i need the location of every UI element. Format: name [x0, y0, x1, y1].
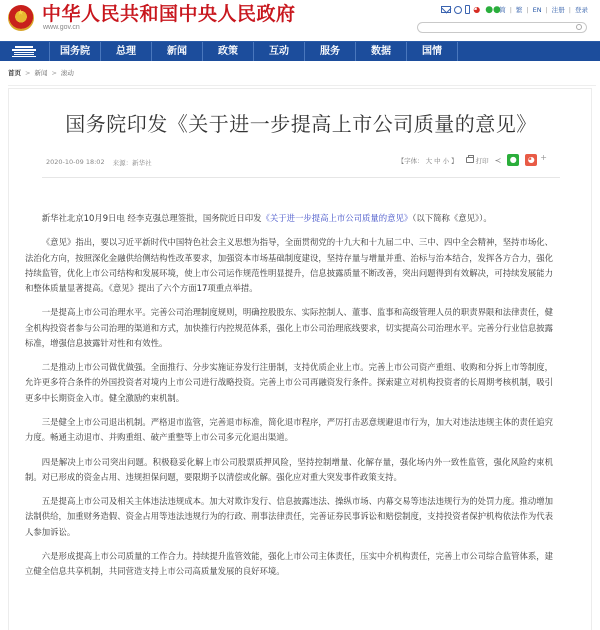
nav-home-button[interactable]: [0, 42, 50, 61]
register-link[interactable]: 注册: [551, 6, 565, 14]
wechat-icon[interactable]: ●●: [485, 4, 501, 15]
breadcrumb-separator: >: [25, 68, 31, 77]
source: [113, 158, 152, 167]
paragraph: [25, 211, 553, 226]
top-tools: [441, 5, 588, 14]
nav-item-premier[interactable]: 总理: [101, 42, 152, 61]
paragraph: 六是形成提高上市公司质量的工作合力。持续提升监管效能，强化上市公司主体责任，压实中介机构责任，完善上市公司综合监管体系，建立健全信息共享机制，共同营造支持上市公司高质量发展的良好环境。: [25, 550, 553, 577]
weibo-share-button[interactable]: ◕: [525, 154, 537, 166]
separator: |: [568, 5, 571, 14]
breadcrumb-news[interactable]: 新闻: [34, 69, 48, 77]
search-icon[interactable]: [576, 24, 582, 30]
nav-item-state-council[interactable]: 国务院: [50, 42, 101, 61]
site-title[interactable]: 中华人民共和国中央人民政府: [42, 3, 296, 25]
document-link[interactable]: 《关于进一步提高上市公司质量的意见》: [261, 213, 413, 223]
article-body: [25, 211, 553, 589]
article-card: [8, 88, 592, 630]
font-small-button[interactable]: 小: [442, 156, 450, 165]
login-link[interactable]: 登录: [575, 6, 588, 14]
separator: |: [545, 5, 548, 14]
paragraph-text: 新华社北京10月9日电 经李克强总理签批，国务院近日印发: [41, 213, 262, 223]
nav-item-services[interactable]: 服务: [305, 42, 356, 61]
font-size-control: [398, 156, 460, 165]
site-url: www.gov.cn: [43, 24, 80, 31]
paragraph: 《意见》指出，要以习近平新时代中国特色社会主义思想为指导，全面贯彻党的十九大和十九届二中、三中、四中全会精神，坚持市场化、法治化方向，按照深化金融供给侧结构性改革要求，加强资本市场基础制度建设，坚持存量与增量并重、治标与治本结合，发挥各方合力，强化持续监管，优化上市公司结构和发展环境，使上市公司运作规范性明显提升，信息披露质量不断改善，突出问题得到有效解决，可持续发展能力和整体质量显著提高。《意见》提出了六个方面17项重点举措。: [25, 237, 553, 293]
paragraph: 一是提高上市公司治理水平。完善公司治理制度规则，明确控股股东、实际控制人、董事、监事和高级管理人员的职责界限和法律责任，健全机构投资者参与公司治理的渠道和方式，加快推行内控规范体系，强化上市公司治理底线要求，切实提高公司治理水平。完善分行业信息披露标准，增强信息披露针对性和有效性。: [25, 307, 553, 348]
breadcrumb-rolling[interactable]: 滚动: [60, 69, 74, 77]
font-size-label: 【字体：: [397, 156, 424, 165]
paragraph-text: （以下简称《意见》）。: [412, 213, 492, 223]
search-input[interactable]: [417, 22, 587, 33]
site-header: [0, 0, 600, 38]
article-meta: [46, 158, 152, 167]
lang-traditional-link[interactable]: 繁: [515, 6, 523, 14]
mobile-icon[interactable]: [465, 5, 470, 14]
paragraph: 五是提高上市公司及相关主体违法违规成本。加大对欺诈发行、信息披露违法、操纵市场、内幕交易等违法违规行为的处罚力度。推动增加法制供给，加重财务造假、资金占用等违法违规行为的行政、刑事法律责任，完善证券民事诉讼和赔偿制度，支持投资者保护机构依法作为代表人参加诉讼。: [25, 496, 553, 537]
breadcrumb-home[interactable]: 首页: [8, 69, 21, 77]
nav-item-news[interactable]: 新闻: [152, 42, 203, 61]
source-name: 新华社: [132, 159, 152, 167]
message-icon[interactable]: [454, 6, 462, 14]
font-large-button[interactable]: 大: [425, 156, 433, 165]
breadcrumb-separator: >: [51, 68, 57, 77]
tiananmen-gate-icon: [12, 46, 36, 57]
paragraph: 四是解决上市公司突出问题。积极稳妥化解上市公司股票质押风险，坚持控制增量、化解存量，强化场内外一致性监管，强化风险约束机制。对已形成的资金占用、违规担保问题，要限期予以清偿或化解。强化应对重大突发事件政策支持。: [25, 456, 553, 482]
publish-date: 2020-10-09 18:02: [46, 158, 105, 166]
main-nav: [0, 41, 600, 61]
nav-filler: [458, 42, 600, 61]
more-share-button[interactable]: +: [540, 153, 547, 162]
breadcrumb: [8, 68, 74, 77]
divider: [8, 85, 596, 86]
article-tools: [398, 154, 547, 166]
print-label: 打印: [475, 156, 489, 165]
printer-icon: [466, 157, 474, 163]
mail-icon[interactable]: [441, 6, 451, 13]
lang-simplified-link[interactable]: 简: [499, 6, 506, 14]
nav-item-policies[interactable]: 政策: [203, 42, 254, 61]
font-size-close: 】: [451, 156, 458, 165]
nav-item-data[interactable]: 数据: [356, 42, 407, 61]
print-button[interactable]: [466, 156, 489, 165]
source-label: 来源：: [112, 159, 133, 167]
nav-item-national-info[interactable]: 国情: [407, 42, 458, 61]
wechat-share-button[interactable]: ●: [507, 154, 519, 166]
separator: |: [509, 5, 512, 14]
lang-english-link[interactable]: EN: [532, 5, 542, 14]
paragraph: 二是推动上市公司做优做强。全面推行、分步实施证券发行注册制，支持优质企业上市。完善上市公司资产重组、收购和分拆上市等制度，允许更多符合条件的外国投资者对境内上市公司进行战略投资。完善上市公司再融资发行条件。探索建立对机构投资者的长周期考核机制，吸引更多中长期资金入市。健全激励约束机制。: [25, 362, 553, 403]
font-medium-button[interactable]: 中: [434, 156, 441, 165]
weibo-icon[interactable]: ◕: [473, 4, 481, 14]
share-icon[interactable]: ≺: [494, 155, 502, 165]
national-emblem-icon[interactable]: ★: [8, 5, 34, 31]
paragraph: 三是健全上市公司退出机制。严格退市监管，完善退市标准，简化退市程序，严厉打击恶意规避退市行为，加大对违法违规主体的责任追究力度。畅通主动退市、并购重组、破产重整等上市公司多元化退出渠道。: [25, 416, 553, 443]
divider: [42, 177, 560, 178]
article-title: 国务院印发《关于进一步提高上市公司质量的意见》: [65, 112, 537, 136]
separator: |: [526, 5, 529, 14]
nav-item-interaction[interactable]: 互动: [254, 42, 305, 61]
